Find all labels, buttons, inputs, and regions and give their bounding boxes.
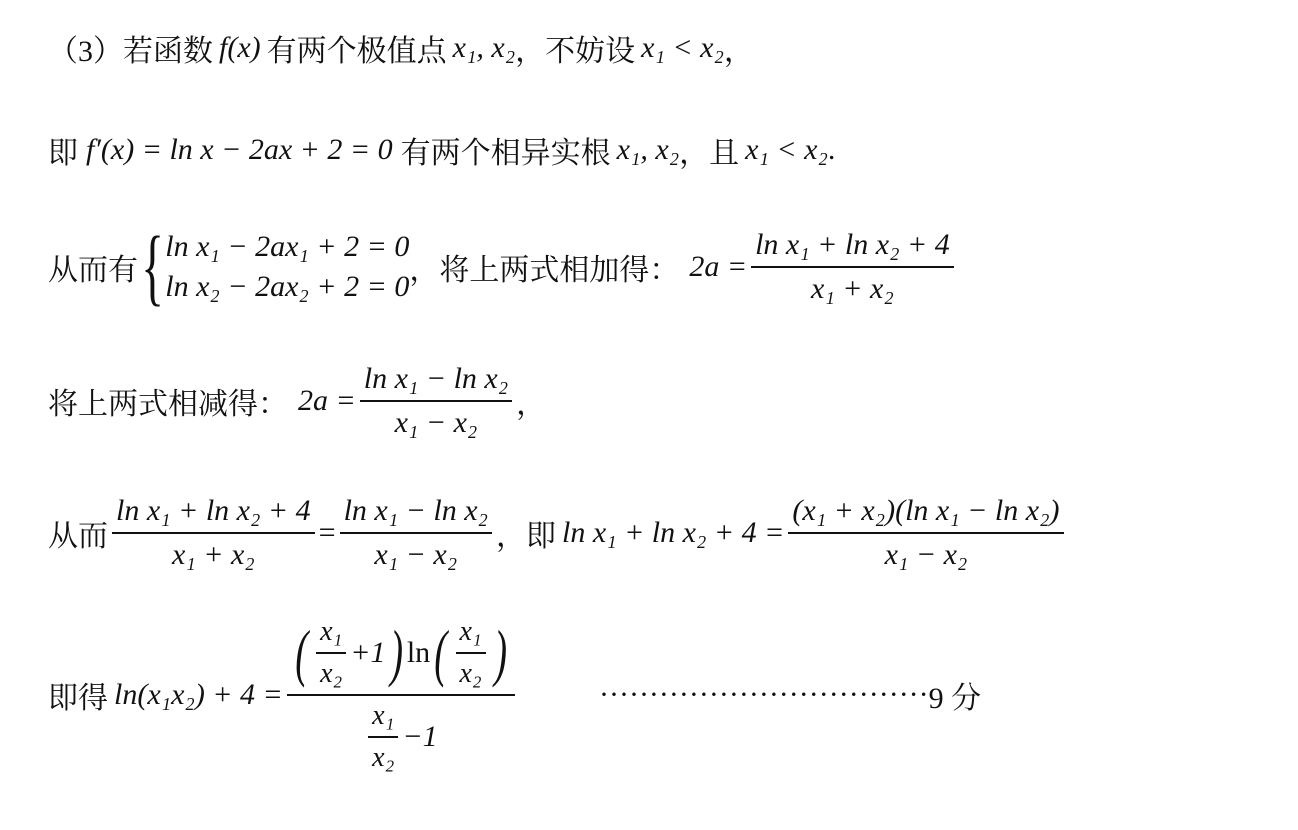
line1-func: f(x)	[219, 31, 261, 64]
big-fraction-denominator: $\frac{\text{x₁}}{\text{x₂}}$ −1	[360, 696, 441, 774]
line5-mid: ，即	[495, 520, 556, 553]
line1-label: （3）若函数	[48, 35, 213, 68]
line-4	[48, 362, 546, 440]
line-5	[48, 494, 1068, 572]
line-6	[48, 616, 981, 774]
ratio-fraction-b: $\frac{\text{x₁}}{\text{x₂}}$	[456, 616, 486, 690]
line3-label: 从而有	[48, 254, 138, 287]
fraction-1-denominator: x₁ + x₂	[171, 538, 255, 571]
big-fraction	[287, 616, 515, 774]
line4-label: 将上两式相减得：	[48, 388, 288, 421]
fraction-1	[112, 494, 315, 572]
fraction-2-denominator: x₁ − x₂	[374, 538, 458, 571]
fraction-3	[788, 494, 1063, 572]
line3-mid: ，将上两式相加得：	[409, 254, 680, 287]
diff-fraction-numerator: ln x₁ − ln x₂	[360, 362, 512, 402]
line2-end: .	[827, 133, 836, 166]
line4-lhs: 2a =	[298, 384, 356, 417]
fraction-3-numerator: (x₁ + x₂)(ln x₁ − ln x₂)	[788, 494, 1063, 534]
line2-vars: x₁, x₂	[616, 133, 680, 166]
line-3	[48, 218, 958, 315]
line2-mid2: ，且	[679, 137, 740, 170]
line2-equation: f′(x) = ln x − 2ax + 2 = 0	[86, 133, 393, 166]
line3-lhs: 2a =	[689, 250, 748, 283]
system-eq-1: ln x₁ − 2ax₁ + 2 = 0	[165, 229, 410, 263]
score-label: 9 分	[928, 682, 982, 715]
line6-label: 即得	[48, 682, 108, 715]
sum-fraction-numerator: ln x₁ + ln x₂ + 4	[751, 228, 954, 268]
line1-vars: x₁, x₂	[452, 31, 516, 64]
fraction-3-denominator: x₁ − x₂	[884, 538, 968, 571]
equation-system	[138, 218, 410, 315]
line1-ineq: x₁ < x₂	[641, 31, 724, 64]
diff-fraction-denominator: x₁ − x₂	[394, 406, 478, 439]
line2-ineq: x₁ < x₂	[745, 133, 828, 166]
line5-lhs: ln x₁ + ln x₂ + 4 =	[561, 516, 785, 549]
fraction-1-numerator: ln x₁ + ln x₂ + 4	[112, 494, 315, 534]
ratio-fraction-c: $\frac{\text{x₁}}{\text{x₂}}$	[368, 700, 398, 774]
diff-fraction	[360, 362, 512, 440]
left-brace: {	[141, 218, 164, 315]
system-eq-2: ln x₂ − 2ax₂ + 2 = 0	[165, 269, 410, 303]
fraction-2-numerator: ln x₁ − ln x₂	[340, 494, 492, 534]
line2-label: 即	[48, 137, 78, 170]
sum-fraction	[751, 228, 954, 306]
equals-sign: =	[318, 516, 336, 549]
line-2	[48, 128, 835, 172]
big-fraction-numerator: ( $\frac{\text{x₁}}{\text{x₂}}$ +1 ) ln ( $\frac{\text{x₁}}{\text{x₂}}$ )	[287, 616, 515, 696]
line2-mid: 有两个相异实根	[400, 137, 611, 170]
line1-end: ，	[723, 35, 754, 68]
line1-mid2: ，不妨设	[515, 35, 636, 68]
sum-fraction-denominator: x₁ + x₂	[811, 272, 894, 305]
line6-lhs: ln(x₁x₂) + 4 =	[114, 678, 283, 711]
line-1	[48, 26, 754, 70]
score-leader-dots: ·································	[598, 678, 929, 711]
line5-label: 从而	[48, 520, 108, 553]
fraction-2	[340, 494, 492, 572]
line4-end: ，	[516, 388, 547, 421]
line1-mid: 有两个极值点	[266, 35, 447, 68]
ratio-fraction-a: $\frac{\text{x₁}}{\text{x₂}}$	[316, 616, 346, 690]
